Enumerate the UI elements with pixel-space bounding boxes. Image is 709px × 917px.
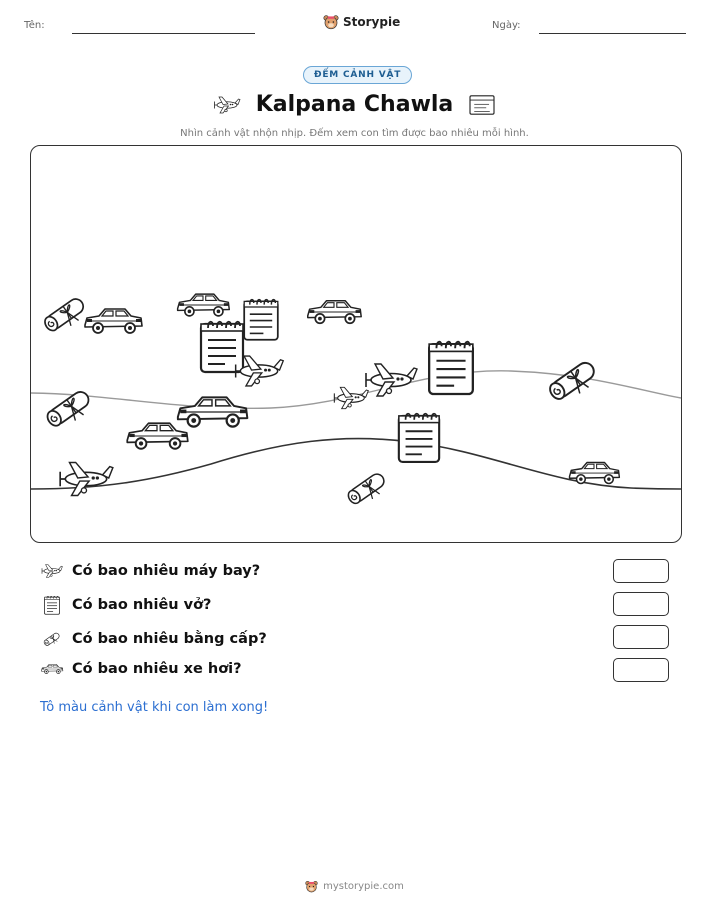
- question-text: Có bao nhiêu máy bay?: [72, 563, 261, 579]
- answer-box-airplanes[interactable]: [613, 559, 669, 583]
- answer-box-notepads[interactable]: [613, 592, 669, 616]
- question-airplanes: [40, 562, 260, 580]
- instructions: Nhìn cảnh vật nhộn nhịp. Đếm xem con tìm được bao nhiêu mỗi hình.: [180, 128, 529, 139]
- name-label: Tên:: [24, 20, 45, 31]
- airplane-icon: [334, 387, 368, 408]
- title-row: [0, 92, 709, 117]
- coloring-note: Tô màu cảnh vật khi con làm xong!: [40, 700, 269, 715]
- car-icon: [127, 423, 188, 449]
- name-line[interactable]: [72, 33, 255, 34]
- question-text: Có bao nhiêu vở?: [72, 597, 212, 613]
- scene-drawing: [31, 146, 681, 542]
- airplane-icon: [40, 562, 64, 580]
- answer-box-diplomas[interactable]: [613, 625, 669, 649]
- scroll-diploma-icon: [40, 628, 64, 650]
- question-text: Có bao nhiêu bằng cấp?: [72, 631, 267, 647]
- date-line[interactable]: [539, 33, 686, 34]
- airplane-icon: [60, 462, 113, 495]
- scroll-diploma-icon: [547, 360, 601, 407]
- car-icon: [178, 294, 230, 316]
- footer-site[interactable]: mystorypie.com: [323, 881, 404, 892]
- notepad-icon: [429, 342, 473, 394]
- brand-logo: [323, 14, 400, 30]
- brand-name: Storypie: [343, 15, 401, 29]
- page-title: Kalpana Chawla: [255, 92, 454, 117]
- car-icon: [40, 662, 64, 676]
- airplane-icon: [212, 94, 242, 116]
- scroll-diploma-icon: [346, 471, 390, 509]
- answer-box-cars[interactable]: [613, 658, 669, 682]
- car-icon: [178, 397, 247, 426]
- notepad-icon: [40, 595, 64, 615]
- question-notepads: [40, 595, 211, 615]
- question-cars: [40, 661, 242, 677]
- scroll-diploma-icon: [42, 296, 89, 337]
- car-icon: [308, 301, 361, 324]
- car-icon: [85, 309, 142, 333]
- activity-badge: ĐẾM CẢNH VẬT: [303, 66, 412, 84]
- car-icon: [570, 463, 620, 484]
- date-label: Ngày:: [492, 20, 521, 31]
- notepad-icon: [399, 414, 439, 462]
- question-diplomas: [40, 628, 267, 650]
- storypie-bear-icon: [323, 14, 339, 30]
- scene-panel[interactable]: [30, 145, 682, 543]
- notepad-icon: [201, 322, 243, 372]
- spacecraft-icon: [467, 93, 497, 117]
- notepad-icon: [244, 300, 278, 340]
- storypie-bear-icon: [305, 880, 318, 893]
- footer: [0, 880, 709, 893]
- question-text: Có bao nhiêu xe hơi?: [72, 661, 242, 677]
